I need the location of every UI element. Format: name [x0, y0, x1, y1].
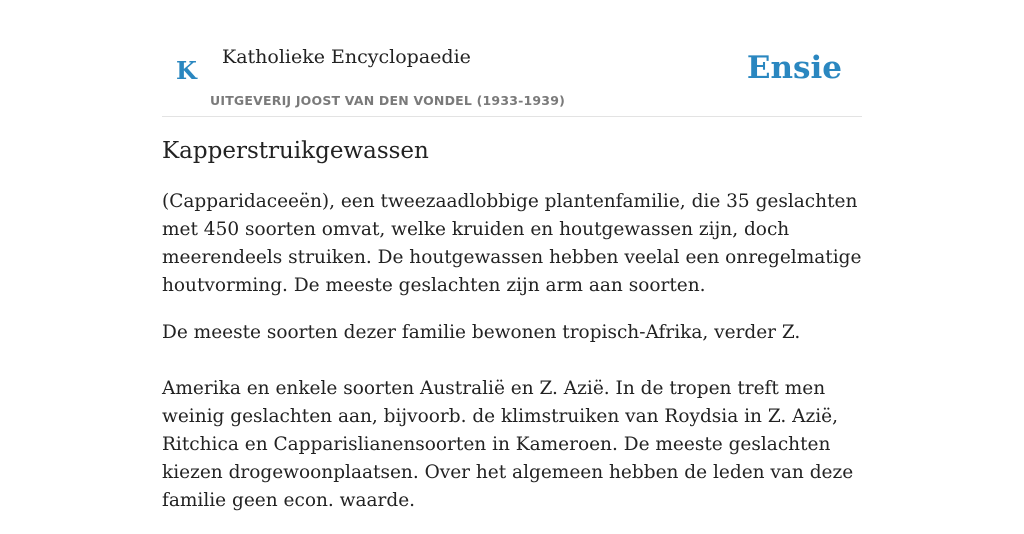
publisher-label: UITGEVERIJ JOOST VAN DEN VONDEL (1933-1939) — [210, 93, 566, 108]
logo-icon[interactable]: K — [176, 56, 197, 85]
article-paragraph: (Capparidaceeën), een tweezaadlobbige plantenfamilie, die 35 geslachten met 450 soorten omvat, welke kruiden en houtgewassen zijn, doch meerendeels struiken. De houtgewassen hebben veelal een onregelmatige houtvorming. De meeste geslachten zijn arm aan soorten. — [162, 191, 862, 296]
article-paragraph: Amerika en enkele soorten Australië en Z. Azië. In de tropen treft men weinig geslachten aan, bijvoorb. de klimstruiken van Roydsia in Z. Azië, Ritchica en Capparislianensoorten in Kameroen. De meeste geslachten kiezen drogewoonplaatsen. Over het algemeen hebben de leden van deze familie geen econ. waarde. — [162, 378, 854, 511]
site-header — [162, 0, 862, 117]
site-title[interactable]: Katholieke Encyclopaedie — [222, 46, 471, 68]
article-paragraph: De meeste soorten dezer familie bewonen tropisch-Afrika, verder Z. — [162, 322, 801, 343]
page-title: Kapperstruikgewassen — [162, 138, 429, 164]
article-body — [162, 138, 862, 534]
brand-logo[interactable]: Ensie — [746, 50, 842, 86]
